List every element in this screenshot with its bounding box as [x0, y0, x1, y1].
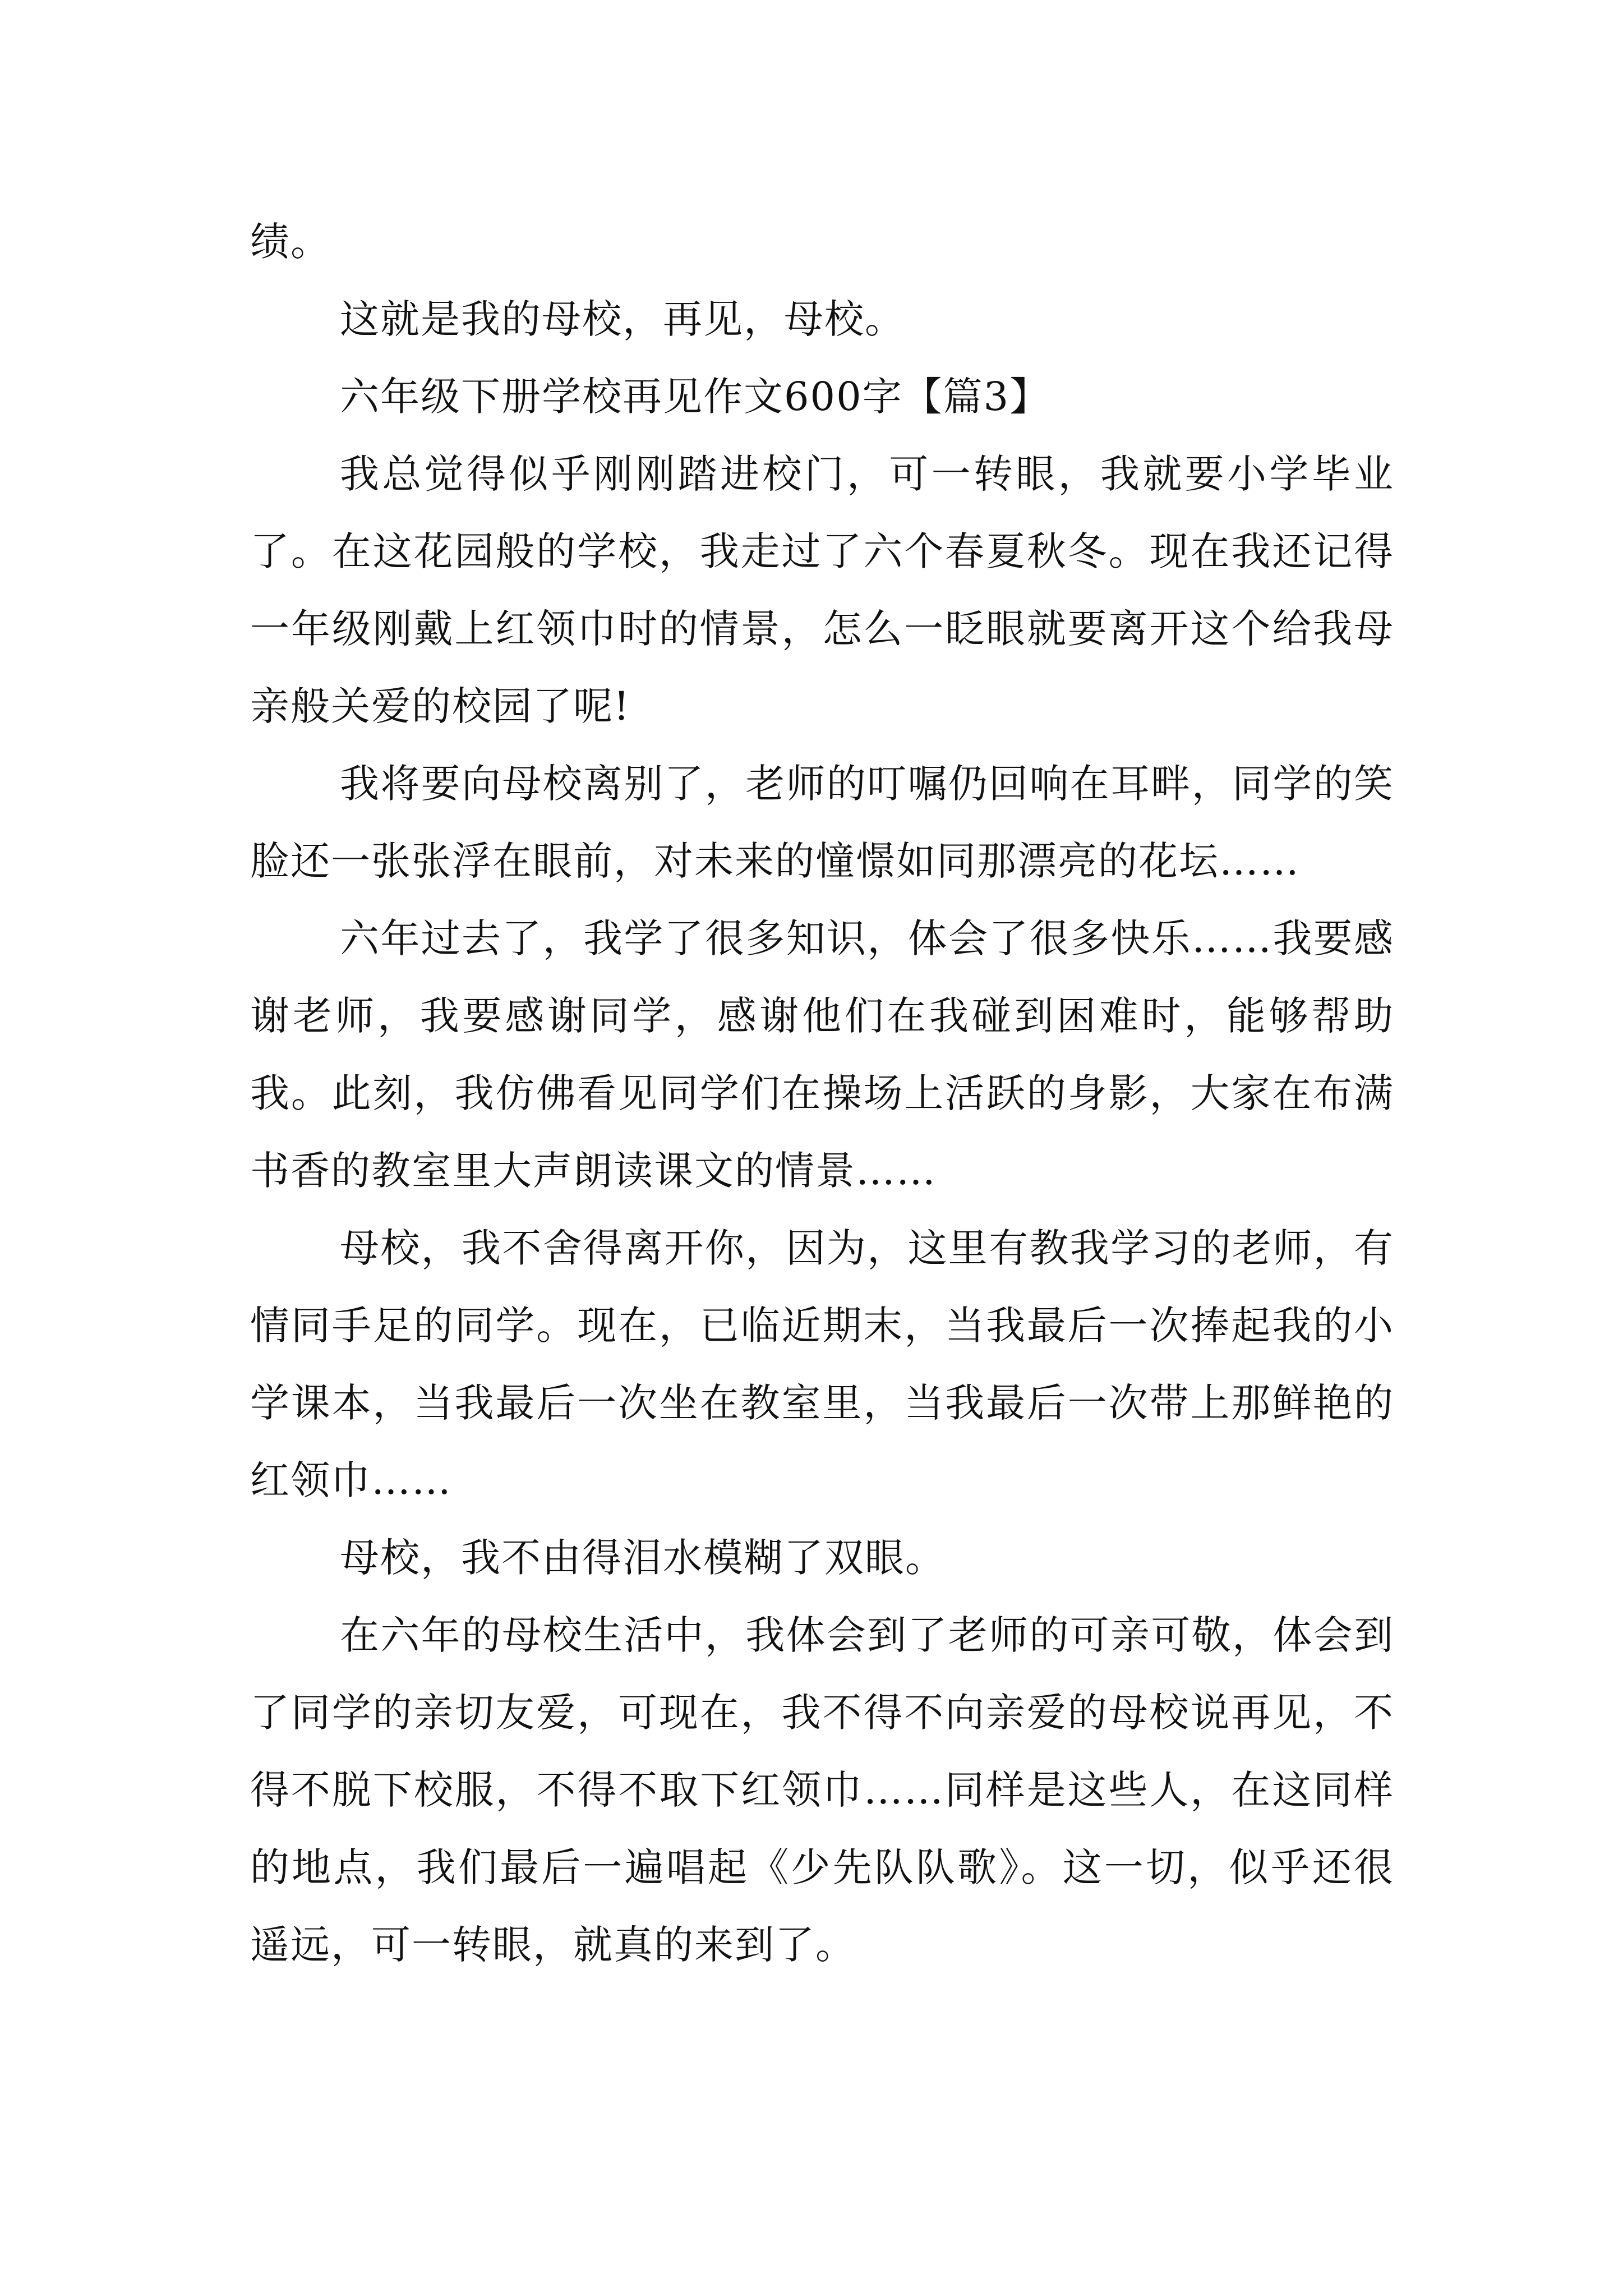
- paragraph-gratitude: 六年过去了，我学了很多知识，体会了很多快乐……我要感谢老师，我要感谢同学，感谢他们在我碰到困难时，能够帮助我。此刻，我仿佛看见同学们在操场上活跃的身影，大家在布满书香的教室里大声朗读课文的情景……: [250, 915, 1394, 1194]
- section-heading: 六年级下册学校再见作文600字【篇3】: [340, 374, 1050, 420]
- paragraph-farewell: 这就是我的母校，再见，母校。: [340, 296, 905, 342]
- document-body: [250, 203, 1394, 1984]
- paragraph-parting: 我将要向母校离别了，老师的叮嘱仍回响在耳畔，同学的笑脸还一张张浮在眼前，对未来的憧憬如同那漂亮的花坛……: [250, 761, 1394, 884]
- paragraph-intro: 我总觉得似乎刚刚踏进校门，可一转眼，我就要小学毕业了。在这花园般的学校，我走过了六个春夏秋冬。现在我还记得一年级刚戴上红领巾时的情景，怎么一眨眼就要离开这个给我母亲般关爱的校园了呢!: [250, 451, 1394, 729]
- paragraph-memories: 在六年的母校生活中，我体会到了老师的可亲可敬，体会到了同学的亲切友爱，可现在，我不得不向亲爱的母校说再见，不得不脱下校服，不得不取下红领巾……同样是这些人，在这同样的地点，我们最后一遍唱起《少先队队歌》。这一切，似乎还很遥远，可一转眼，就真的来到了。: [250, 1612, 1394, 1968]
- paragraph-reluctance: 母校，我不舍得离开你，因为，这里有教我学习的老师，有情同手足的同学。现在，已临近期末，当我最后一次捧起我的小学课本，当我最后一次坐在教室里，当我最后一次带上那鲜艳的红领巾……: [250, 1225, 1394, 1503]
- paragraph-continuation: 绩。: [250, 219, 331, 265]
- paragraph-tears: 母校，我不由得泪水模糊了双眼。: [340, 1535, 946, 1581]
